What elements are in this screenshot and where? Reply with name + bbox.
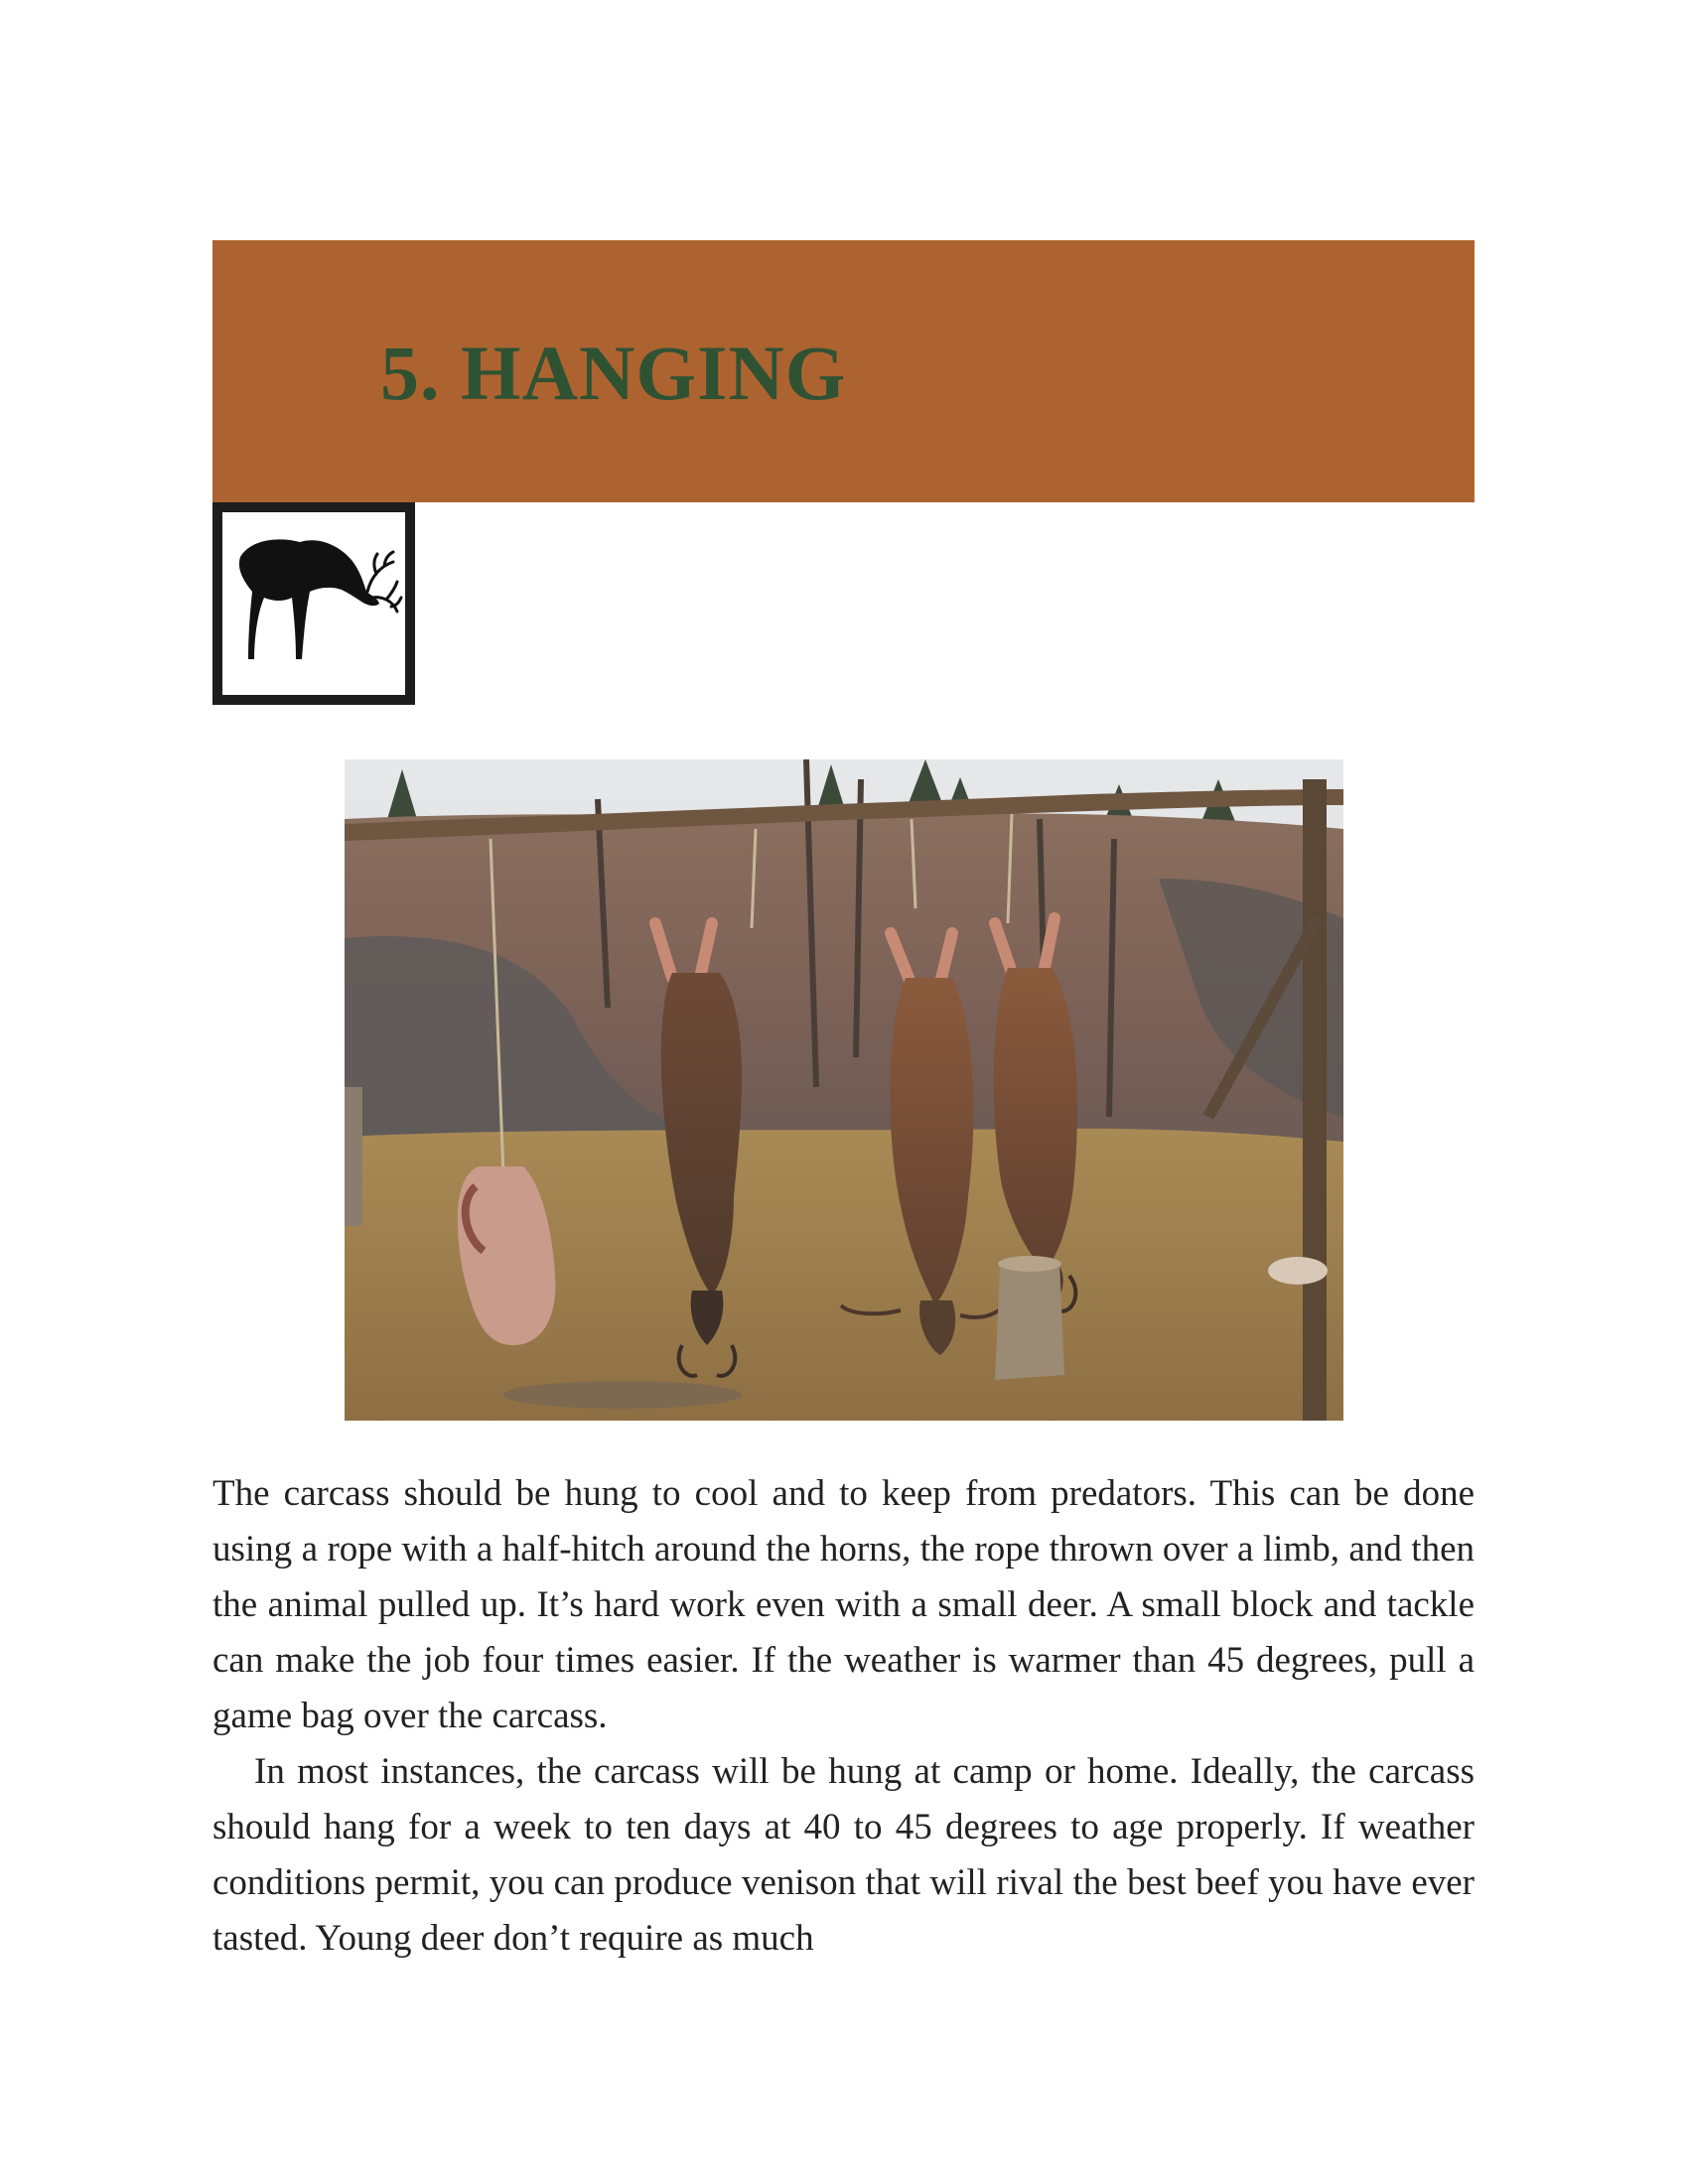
photo-deer-carcasses-hanging-from-pole xyxy=(345,759,1343,1421)
chapter-banner xyxy=(212,240,1475,502)
body-text xyxy=(212,1466,1475,1975)
paragraph: The carcass should be hung to cool and to keep from predators. This can be done using a rope with a half-hitch around the horns, the rope thrown over a limb, and then the animal pulled up. It’s hard work even with a small deer. A small block and tackle can make the job four times easier. If the weather is warmer than 45 degrees, pull a game bag over the carcass. xyxy=(212,1473,1475,1736)
deer-badge xyxy=(212,502,415,705)
paragraph: In most instances, the carcass will be hung at camp or home. Ideally, the carcass should hang for a week to ten days at 40 to 45 degrees to age properly. If weather conditions permit, you can produce venison that will rival the best beef you have ever tasted. Young deer don’t require as much xyxy=(212,1751,1475,1959)
deer-silhouette-icon xyxy=(222,512,405,695)
chapter-title: 5. HANGING xyxy=(380,330,847,416)
photo-scene xyxy=(345,759,1343,1421)
